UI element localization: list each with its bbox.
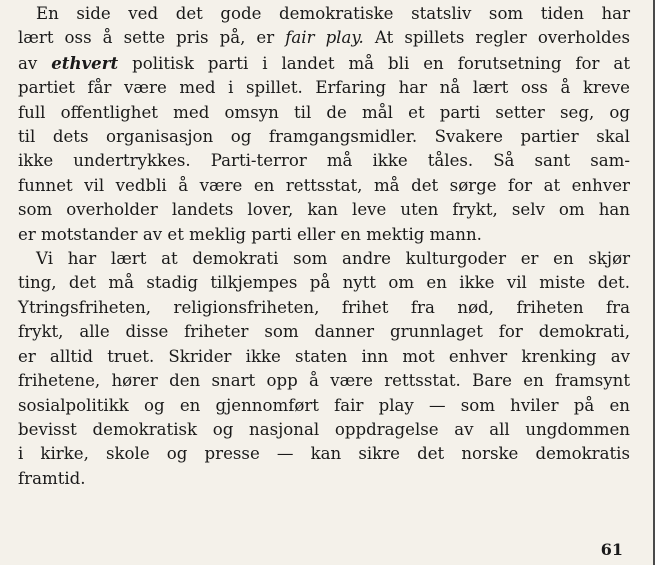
paragraph bbox=[18, 2, 630, 247]
text-line bbox=[18, 320, 630, 344]
text-line bbox=[18, 271, 630, 295]
text-line bbox=[18, 26, 630, 50]
text-line bbox=[18, 394, 630, 418]
page-number: 61 bbox=[600, 540, 623, 559]
text-line bbox=[18, 369, 630, 393]
text-line bbox=[18, 442, 630, 466]
text-line bbox=[18, 125, 630, 149]
line-text: i kirke, skole og presse — kan sikre det norske demokratis bbox=[18, 444, 630, 464]
line-text: frykt, alle disse friheter som danner grunnlaget for demokrati, bbox=[18, 322, 630, 342]
line-text: ikke undertrykkes. Parti-terror må ikke tåles. Så sant sam- bbox=[18, 151, 630, 171]
body-text bbox=[18, 2, 630, 491]
line-text: Vi har lært at demokrati som andre kulturgoder er en skjør bbox=[36, 249, 630, 269]
text-line bbox=[18, 223, 630, 247]
text-line bbox=[18, 51, 630, 76]
line-text: bevisst demokratisk og nasjonal oppdragelse av all ungdommen bbox=[18, 419, 630, 439]
line-text: At spillets regler overholdes bbox=[363, 28, 630, 48]
text-line bbox=[18, 76, 630, 100]
line-text: full offentlighet med omsyn til de mål et parti setter seg, og bbox=[18, 102, 630, 122]
line-text: av bbox=[18, 53, 52, 73]
line-text: sosialpolitikk og en gjennomført fair play — som hviler på en bbox=[18, 395, 630, 415]
text-line bbox=[18, 418, 630, 442]
text-line bbox=[18, 198, 630, 222]
line-text: Ytringsfriheten, religionsfriheten, frihet fra nød, friheten fra bbox=[18, 297, 630, 317]
line-text: er alltid truet. Skrider ikke staten inn mot enhver krenking av bbox=[18, 346, 630, 366]
emphasis-text: fair play. bbox=[285, 28, 364, 48]
text-line bbox=[18, 247, 630, 271]
line-text: til dets organisasjon og framgangsmidler. Svakere partier skal bbox=[18, 127, 630, 147]
text-line bbox=[18, 296, 630, 320]
paragraph bbox=[18, 247, 630, 491]
text-line bbox=[18, 2, 630, 26]
text-line bbox=[18, 467, 630, 491]
line-text: ting, det må stadig tilkjempes på nytt om en ikke vil miste det. bbox=[18, 273, 630, 293]
text-line bbox=[18, 345, 630, 369]
line-text: lært oss å sette pris på, er bbox=[18, 28, 286, 48]
line-text: partiet får være med i spillet. Erfaring har nå lært oss å kreve bbox=[18, 78, 630, 98]
line-text: frihetene, hører den snart opp å være rettsstat. Bare en framsynt bbox=[18, 371, 630, 391]
line-text: framtid. bbox=[18, 468, 86, 488]
line-text: er motstander av et meklig parti eller en mektig mann. bbox=[18, 224, 482, 244]
emphasis-text: ethvert bbox=[51, 52, 119, 73]
line-text: politisk parti i landet må bli en forutsetning for at bbox=[118, 53, 630, 73]
text-line bbox=[18, 101, 630, 125]
text-line bbox=[18, 149, 630, 173]
line-text: En side ved det gode demokratiske statsliv som tiden har bbox=[36, 4, 630, 23]
text-line bbox=[18, 174, 630, 198]
line-text: funnet vil vedbli å være en rettsstat, må det sørge for at enhver bbox=[18, 175, 630, 195]
line-text: som overholder landets lover, kan leve uten frykt, selv om han bbox=[18, 200, 630, 220]
